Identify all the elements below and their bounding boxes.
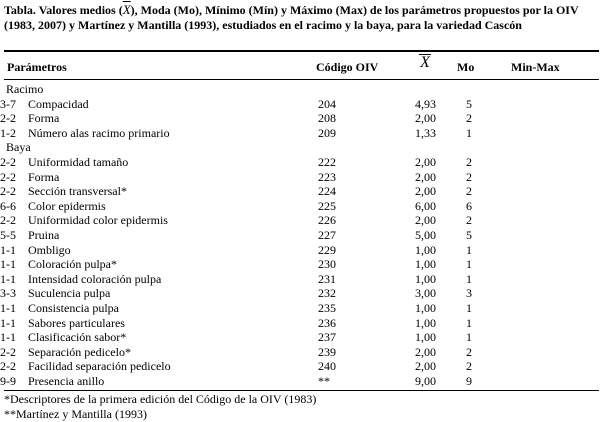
header-min-max: Min-Max [511, 60, 560, 74]
mean-value: 6,00 [415, 198, 436, 213]
mode-value: 3 [466, 286, 472, 301]
table-row [0, 213, 605, 228]
min-max-value: 5-5 [0, 227, 16, 242]
header-mean-symbol: X [420, 54, 430, 71]
mean-value: 2,00 [415, 154, 436, 169]
param-name: Clasificación sabor* [28, 330, 127, 345]
table-bottom-rule [4, 390, 599, 391]
oiv-code: 240 [318, 359, 336, 374]
mode-value: 1 [466, 125, 472, 140]
mode-value: 5 [466, 96, 472, 111]
mode-value: 1 [466, 330, 472, 345]
caption-part-1: Tabla. Valores medios ( [4, 3, 123, 17]
min-max-value: 1-2 [0, 125, 16, 140]
param-name: Presencia anillo [28, 373, 105, 388]
section-label: Baya [6, 140, 31, 155]
mean-value: 2,00 [415, 213, 436, 228]
min-max-value: 3-3 [0, 286, 16, 301]
header-parametros: Parámetros [7, 60, 67, 74]
min-max-value: 2-2 [0, 184, 16, 199]
param-name: Sabores particulares [28, 315, 125, 330]
min-max-value: 1-1 [0, 330, 16, 345]
oiv-code: ** [318, 373, 330, 388]
mean-value: 3,00 [415, 286, 436, 301]
mean-value: 1,00 [415, 271, 436, 286]
oiv-code: 209 [318, 125, 336, 140]
mean-value: 1,00 [415, 242, 436, 257]
table-body [0, 82, 605, 388]
table-row [0, 286, 605, 301]
min-max-value: 6-6 [0, 198, 16, 213]
footnote-1: *Descriptores de la primera edición del Código de la OIV (1983) [4, 392, 317, 406]
table-top-rule [4, 50, 599, 52]
mean-value: 4,93 [415, 96, 436, 111]
mode-value: 5 [466, 227, 472, 242]
param-name: Forma [28, 169, 60, 184]
table-row [0, 345, 605, 360]
min-max-value: 2-2 [0, 359, 16, 374]
min-max-value: 1-1 [0, 271, 16, 286]
caption-xbar-symbol: $\overline{X}$ [122, 2, 131, 17]
min-max-value: 2-2 [0, 154, 16, 169]
param-name: Uniformidad tamaño [28, 154, 129, 169]
table-row [0, 359, 605, 374]
oiv-code: 222 [318, 154, 336, 169]
table-row [0, 155, 605, 170]
table-row [0, 316, 605, 331]
header-mo: Mo [457, 60, 475, 74]
min-max-value: 1-1 [0, 257, 16, 272]
oiv-code: 204 [318, 96, 336, 111]
oiv-code: 224 [318, 184, 336, 199]
oiv-code: 223 [318, 169, 336, 184]
oiv-code: 236 [318, 315, 336, 330]
oiv-code: 232 [318, 286, 336, 301]
min-max-value: 2-2 [0, 213, 16, 228]
param-name: Separación pedicelo* [28, 344, 131, 359]
param-name: Pruina [28, 227, 60, 242]
param-name: Uniformidad color epidermis [28, 213, 168, 228]
section-label: Racimo [6, 82, 44, 96]
mode-value: 9 [466, 373, 472, 388]
mean-value: 1,00 [415, 315, 436, 330]
param-name: Color epidermis [28, 198, 106, 213]
oiv-code: 225 [318, 198, 336, 213]
header-codigo-oiv: Código OIV [316, 60, 379, 74]
mean-value: 2,00 [415, 184, 436, 199]
table-row [0, 272, 605, 287]
mean-value: 2,00 [415, 359, 436, 374]
min-max-value: 1-1 [0, 315, 16, 330]
min-max-value: 2-2 [0, 344, 16, 359]
mean-value: 2,00 [415, 169, 436, 184]
min-max-value: 1-1 [0, 242, 16, 257]
mode-value: 1 [466, 315, 472, 330]
mean-value: 9,00 [415, 373, 436, 388]
table-row [0, 126, 605, 141]
caption-part-2: ), Moda (Mo), Mínimo (Mín) y Máximo (Max) de los parámetros propuestos por la OIV (1983, 2007) y Martínez y Mantilla (1993), estudiados en el racimo y la baya, para la variedad Cascón [4, 3, 579, 32]
mean-value: 1,00 [415, 257, 436, 272]
oiv-code: 226 [318, 213, 336, 228]
table-row [0, 228, 605, 243]
param-name: Facilidad separación pedicelo [28, 359, 171, 374]
oiv-code: 237 [318, 330, 336, 345]
mode-value: 6 [466, 198, 472, 213]
param-name: Ombligo [28, 242, 71, 257]
mean-value: 1,00 [415, 330, 436, 345]
mean-value: 1,33 [415, 125, 436, 140]
section-row [0, 82, 605, 97]
mode-value: 1 [466, 257, 472, 272]
mode-value: 2 [466, 184, 472, 199]
mode-value: 2 [466, 344, 472, 359]
table-row [0, 257, 605, 272]
oiv-code: 208 [318, 111, 336, 126]
footnotes [4, 392, 316, 421]
oiv-code: 227 [318, 227, 336, 242]
min-max-value: 2-2 [0, 169, 16, 184]
header-mean [410, 54, 440, 70]
min-max-value: 9-9 [0, 373, 16, 388]
mean-value: 2,00 [415, 111, 436, 126]
param-name: Consistencia pulpa [28, 300, 119, 315]
mean-value: 2,00 [415, 344, 436, 359]
oiv-code: 230 [318, 257, 336, 272]
param-name: Compacidad [28, 96, 89, 111]
mode-value: 1 [466, 271, 472, 286]
table-row [0, 97, 605, 112]
mode-value: 2 [466, 213, 472, 228]
param-name: Suculencia pulpa [28, 286, 111, 301]
param-name: Número alas racimo primario [28, 125, 170, 140]
min-max-value: 3-7 [0, 96, 16, 111]
mean-value: 5,00 [415, 227, 436, 242]
mode-value: 1 [466, 300, 472, 315]
table-row [0, 374, 605, 389]
table-row [0, 330, 605, 345]
table-row [0, 184, 605, 199]
oiv-code: 229 [318, 242, 336, 257]
min-max-value: 1-1 [0, 300, 16, 315]
mode-value: 2 [466, 111, 472, 126]
oiv-code: 239 [318, 344, 336, 359]
table-row [0, 199, 605, 214]
param-name: Sección transversal* [28, 184, 127, 199]
footnote-2: **Martínez y Mantilla (1993) [4, 406, 147, 421]
mode-value: 2 [466, 154, 472, 169]
table-row [0, 111, 605, 126]
mode-value: 2 [466, 169, 472, 184]
table-caption [4, 2, 600, 33]
min-max-value: 2-2 [0, 111, 16, 126]
oiv-code: 235 [318, 300, 336, 315]
param-name: Forma [28, 111, 60, 126]
section-row [0, 140, 605, 155]
param-name: Coloración pulpa* [28, 257, 117, 272]
mode-value: 2 [466, 359, 472, 374]
param-name: Intensidad coloración pulpa [28, 271, 162, 286]
table-row [0, 170, 605, 185]
header-rule [4, 79, 599, 80]
table-row [0, 243, 605, 258]
table-row [0, 301, 605, 316]
mode-value: 1 [466, 242, 472, 257]
oiv-code: 231 [318, 271, 336, 286]
mean-value: 1,00 [415, 300, 436, 315]
